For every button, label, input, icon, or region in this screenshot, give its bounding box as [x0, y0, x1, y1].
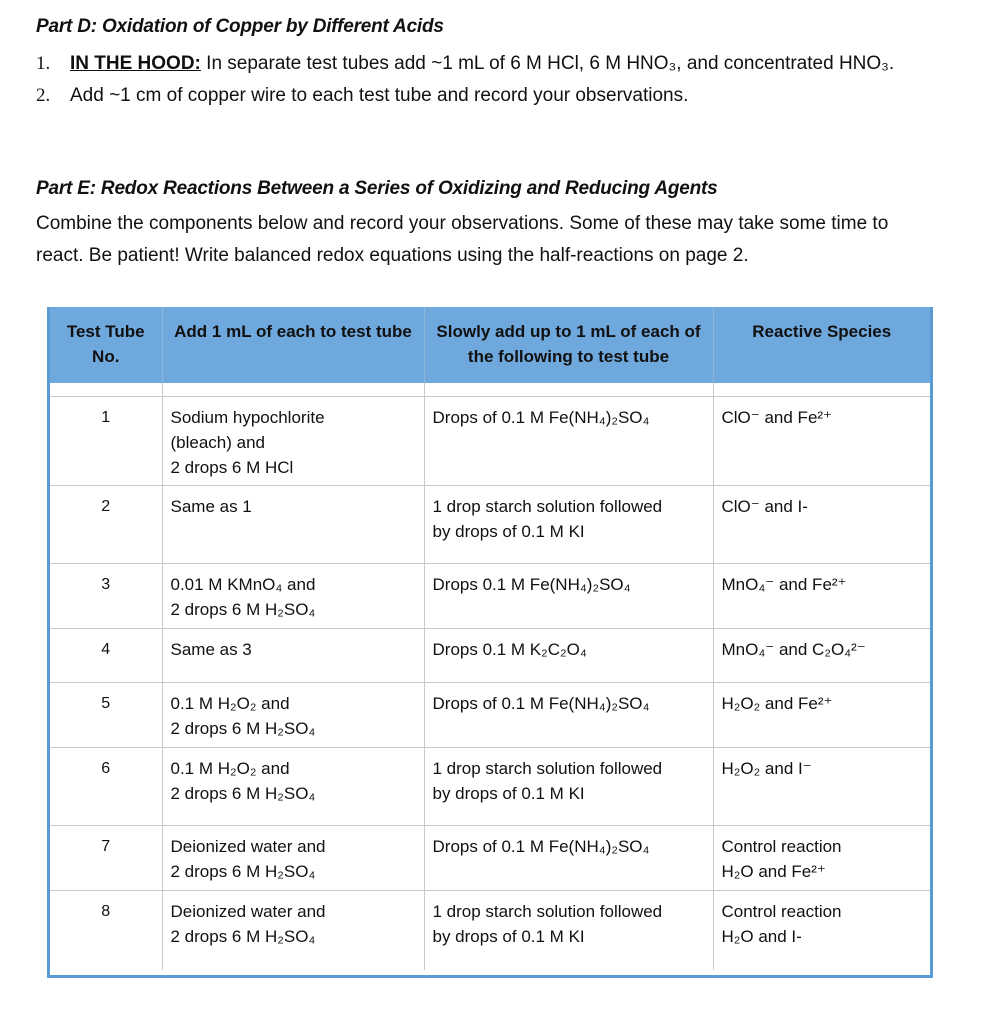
cell-line: Drops of 0.1 M Fe(NH₄)₂SO₄ — [432, 836, 650, 856]
table-row — [50, 825, 930, 890]
cell-line: (bleach) and — [170, 432, 266, 452]
add-reagent-cell — [162, 396, 424, 485]
reactive-species-cell — [713, 396, 930, 485]
reactive-species-cell — [713, 747, 930, 825]
test-tube-number: 7 — [50, 825, 162, 890]
cell-line: Drops 0.1 M Fe(NH₄)₂SO₄ — [432, 574, 631, 594]
part-e-heading: Part E: Redox Reactions Between a Series of Oxidizing and Reducing Agents — [36, 178, 718, 199]
cell-line: Drops of 0.1 M Fe(NH₄)₂SO₄ — [432, 693, 650, 713]
reactive-species-cell — [713, 485, 930, 563]
cell-line: Drops of 0.1 M Fe(NH₄)₂SO₄ — [432, 407, 650, 427]
column-header: Slowly add up to 1 mL of each of the following to test tube — [424, 307, 713, 383]
part-e-instructions: Combine the components below and record your observations. Some of these may take some time to react. Be patient! Write balanced redox equations using the half-reactions on page 2. — [36, 213, 889, 266]
column-header: Add 1 mL of each to test tube — [162, 307, 424, 383]
cell-line: H₂O and I- — [721, 926, 802, 946]
cell-line: 2 drops 6 M H₂SO₄ — [170, 926, 316, 946]
cell-line: H₂O₂ and Fe²⁺ — [721, 693, 833, 713]
cell-line: by drops of 0.1 M KI — [432, 521, 585, 541]
add-reagent-cell — [162, 682, 424, 747]
reactive-species-cell — [713, 825, 930, 890]
part-d-heading: Part D: Oxidation of Copper by Different Acids — [36, 16, 444, 37]
reactions-table-grid — [50, 307, 930, 970]
cell-line: 2 drops 6 M H₂SO₄ — [170, 783, 316, 803]
step-number: 2. — [36, 85, 51, 106]
reactive-species-cell — [713, 682, 930, 747]
cell-line: Deionized water and — [170, 836, 326, 856]
slowly-add-cell — [424, 825, 713, 890]
cell-line: by drops of 0.1 M KI — [432, 783, 585, 803]
slowly-add-cell — [424, 485, 713, 563]
cell-line: MnO₄⁻ and C₂O₄²⁻ — [721, 639, 866, 659]
test-tube-number: 3 — [50, 563, 162, 628]
step-text: Add ~1 cm of copper wire to each test tube and record your observations. — [70, 85, 689, 106]
cell-line: Control reaction — [721, 836, 842, 856]
cell-line: ClO⁻ and I- — [721, 496, 808, 516]
cell-line: 2 drops 6 M H₂SO₄ — [170, 599, 316, 619]
slowly-add-cell — [424, 747, 713, 825]
header-spacer — [50, 383, 930, 396]
reactions-table — [47, 307, 933, 978]
column-header: Test Tube No. — [50, 307, 162, 383]
table-row — [50, 628, 930, 682]
test-tube-number: 6 — [50, 747, 162, 825]
reactive-species-cell — [713, 563, 930, 628]
slowly-add-cell — [424, 396, 713, 485]
cell-line: 2 drops 6 M H₂SO₄ — [170, 861, 316, 881]
cell-line: 1 drop starch solution followed — [432, 758, 663, 778]
cell-line: 2 drops 6 M H₂SO₄ — [170, 718, 316, 738]
step-item — [36, 80, 936, 112]
reactive-species-cell — [713, 890, 930, 970]
column-header: Reactive Species — [713, 307, 930, 383]
add-reagent-cell — [162, 747, 424, 825]
part-d-steps — [36, 48, 936, 112]
table-row — [50, 396, 930, 485]
test-tube-number: 4 — [50, 628, 162, 682]
test-tube-number: 8 — [50, 890, 162, 970]
cell-line: 2 drops 6 M HCl — [170, 457, 294, 477]
cell-line: 1 drop starch solution followed — [432, 901, 663, 921]
cell-line: 0.1 M H₂O₂ and — [170, 758, 290, 778]
step-item — [36, 48, 936, 80]
table-row — [50, 890, 930, 970]
add-reagent-cell — [162, 825, 424, 890]
cell-line: 0.01 M KMnO₄ and — [170, 574, 316, 594]
cell-line: Drops 0.1 M K₂C₂O₄ — [432, 639, 587, 659]
slowly-add-cell — [424, 682, 713, 747]
cell-line: Sodium hypochlorite — [170, 407, 325, 427]
step-number: 1. — [36, 53, 51, 74]
table-body — [50, 396, 930, 970]
table-header-row — [50, 307, 930, 383]
cell-line: 0.1 M H₂O₂ and — [170, 693, 290, 713]
slowly-add-cell — [424, 563, 713, 628]
cell-line: 1 drop starch solution followed — [432, 496, 663, 516]
test-tube-number: 1 — [50, 396, 162, 485]
cell-line: MnO₄⁻ and Fe²⁺ — [721, 574, 847, 594]
cell-line: H₂O₂ and I⁻ — [721, 758, 812, 778]
step-prefix: IN THE HOOD: — [70, 53, 201, 74]
table-row — [50, 485, 930, 563]
cell-line: Control reaction — [721, 901, 842, 921]
cell-line: Same as 3 — [170, 639, 252, 659]
cell-line: by drops of 0.1 M KI — [432, 926, 585, 946]
test-tube-number: 5 — [50, 682, 162, 747]
slowly-add-cell — [424, 890, 713, 970]
reactive-species-cell — [713, 628, 930, 682]
add-reagent-cell — [162, 628, 424, 682]
test-tube-number: 2 — [50, 485, 162, 563]
cell-line: Deionized water and — [170, 901, 326, 921]
add-reagent-cell — [162, 485, 424, 563]
table-row — [50, 682, 930, 747]
step-text: In separate test tubes add ~1 mL of 6 M HCl, 6 M HNO₃, and concentrated HNO₃. — [200, 53, 895, 74]
add-reagent-cell — [162, 890, 424, 970]
cell-line: ClO⁻ and Fe²⁺ — [721, 407, 833, 427]
slowly-add-cell — [424, 628, 713, 682]
table-row — [50, 563, 930, 628]
cell-line: H₂O and Fe²⁺ — [721, 861, 826, 881]
table-row — [50, 747, 930, 825]
cell-line: Same as 1 — [170, 496, 252, 516]
add-reagent-cell — [162, 563, 424, 628]
